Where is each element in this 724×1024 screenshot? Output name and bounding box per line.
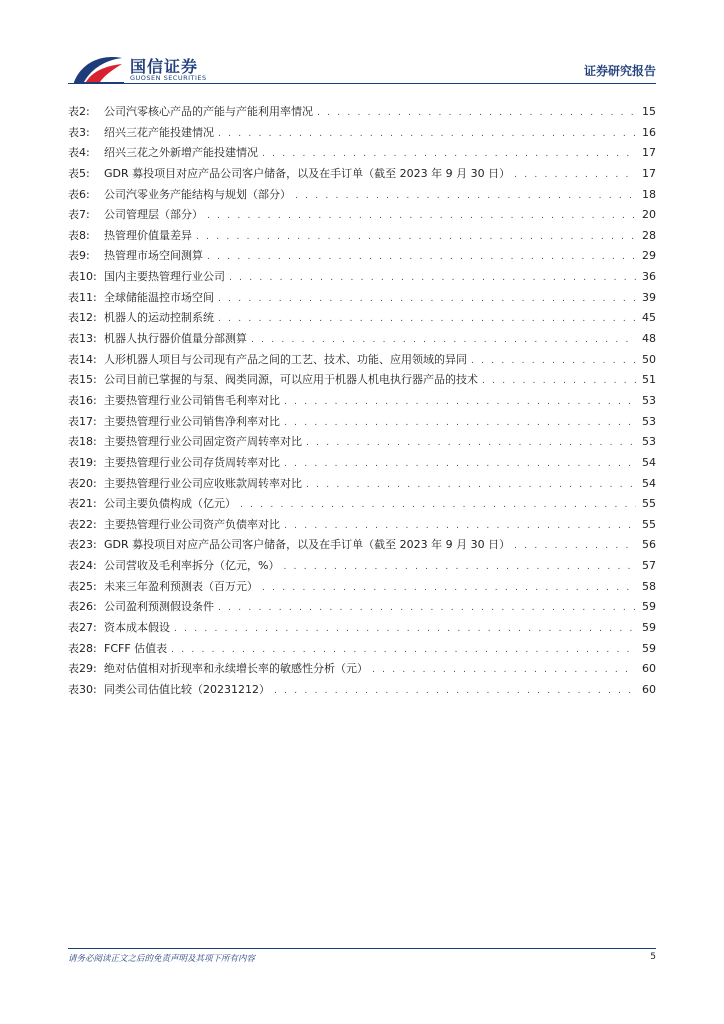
toc-entry-title: 主要热管理行业公司固定资产周转率对比 (104, 435, 302, 449)
toc-entry-page: 39 (642, 290, 656, 304)
toc-leader-dots (306, 475, 636, 496)
toc-entry-label: 表29: (68, 662, 97, 676)
toc-entry-title: 主要热管理行业公司销售毛利率对比 (104, 393, 280, 407)
toc-entry-label: 表4: (68, 146, 90, 160)
toc-entry-label: 表9: (68, 249, 90, 263)
toc-entry-label: 表6: (68, 187, 90, 201)
toc-leader-dots (295, 186, 636, 207)
toc-entry-label: 表2: (68, 105, 90, 118)
toc-entry-page: 55 (642, 517, 656, 531)
toc-entry-label: 表14: (68, 352, 97, 366)
toc-entry-title: 机器人的运动控制系统 (104, 311, 214, 325)
toc-entry-page: 53 (642, 393, 656, 407)
toc-entry-label: 表11: (68, 290, 97, 304)
toc-entry-label: 表20: (68, 476, 97, 490)
toc-entry-title: 绝对估值相对折现率和永续增长率的敏感性分析（元） (104, 662, 368, 676)
toc-leader-dots (218, 598, 636, 619)
toc-entry-label: 表17: (68, 414, 97, 428)
toc-entry-page: 50 (642, 352, 656, 366)
toc-leader-dots (284, 516, 636, 537)
toc-entry-label: 表24: (68, 559, 97, 573)
toc-entry-title: 绍兴三花产能投建情况 (104, 125, 214, 139)
toc-entry-label: 表3: (68, 125, 90, 139)
toc-entry-page: 58 (642, 579, 656, 593)
toc-leader-dots (274, 681, 636, 702)
toc-entry-title: 公司汽零核心产品的产能与产能利用率情况 (104, 105, 313, 118)
toc-entry[interactable] (68, 350, 656, 371)
toc-leader-dots (174, 619, 636, 640)
toc-entry[interactable] (68, 102, 656, 123)
toc-entry-page: 45 (642, 311, 656, 325)
toc-entry-label: 表23: (68, 538, 97, 552)
toc-entry-page: 20 (642, 208, 656, 222)
logo-english-name: GUOSEN SECURITIES (130, 74, 207, 82)
toc-entry-page: 15 (642, 105, 656, 118)
toc-leader-dots (207, 247, 636, 268)
toc-entry-label: 表25: (68, 579, 97, 593)
toc-entry[interactable] (68, 143, 656, 164)
toc-entry-label: 表16: (68, 393, 97, 407)
toc-entry[interactable] (68, 308, 656, 329)
toc-leader-dots (218, 124, 636, 145)
toc-entry-title: 全球储能温控市场空间 (104, 290, 214, 304)
toc-entry-title: 资本成本假设 (104, 621, 170, 635)
toc-entry-page: 48 (642, 332, 656, 346)
toc-entry-page: 57 (642, 559, 656, 573)
toc-leader-dots (262, 578, 636, 599)
company-logo (72, 52, 232, 86)
toc-entry[interactable] (68, 535, 656, 556)
logo-chinese-name: 国信证券 (130, 57, 199, 76)
toc-leader-dots (306, 433, 636, 454)
toc-entry-label: 表26: (68, 600, 97, 614)
toc-entry-title: 公司管理层（部分） (104, 208, 203, 222)
toc-entry[interactable] (68, 329, 656, 350)
toc-entry-page: 55 (642, 497, 656, 511)
toc-entry-label: 表7: (68, 208, 90, 222)
toc-leader-dots (229, 268, 636, 289)
toc-entry[interactable] (68, 639, 656, 660)
toc-entry[interactable] (68, 453, 656, 474)
toc-entry-title: 公司主要负债构成（亿元） (104, 497, 236, 511)
toc-entry[interactable] (68, 577, 656, 598)
toc-entry-label: 表10: (68, 270, 97, 284)
toc-leader-dots (372, 660, 636, 681)
toc-entry[interactable] (68, 123, 656, 144)
page-number: 5 (650, 952, 656, 962)
toc-entry-page: 17 (642, 146, 656, 160)
toc-leader-dots (207, 206, 636, 227)
toc-leader-dots (514, 536, 636, 557)
toc-entry[interactable] (68, 205, 656, 226)
toc-entry-label: 表13: (68, 332, 97, 346)
toc-entry-page: 18 (642, 187, 656, 201)
toc-entry[interactable] (68, 680, 656, 701)
toc-leader-dots (514, 165, 636, 186)
toc-entry[interactable] (68, 618, 656, 639)
toc-leader-dots (218, 289, 636, 310)
toc-entry-page: 59 (642, 600, 656, 614)
toc-entry-page: 60 (642, 682, 656, 696)
toc-entry-page: 53 (642, 435, 656, 449)
toc-entry-title: 机器人执行器价值量分部测算 (104, 332, 247, 346)
toc-entry-page: 60 (642, 662, 656, 676)
toc-entry-label: 表8: (68, 228, 90, 242)
toc-entry-label: 表21: (68, 497, 97, 511)
toc-entry-title: 主要热管理行业公司存货周转率对比 (104, 455, 280, 469)
toc-entry[interactable] (68, 246, 656, 267)
toc-entry-label: 表15: (68, 373, 97, 387)
toc-entry-label: 表5: (68, 166, 90, 180)
toc-entry[interactable] (68, 556, 656, 577)
footer-disclaimer: 请务必阅读正文之后的免责声明及其项下所有内容 (68, 954, 256, 964)
toc-entry-label: 表28: (68, 641, 97, 655)
toc-entry-title: 未来三年盈利预测表（百万元） (104, 579, 258, 593)
toc-entry-title: 人形机器人项目与公司现有产品之间的工艺、技术、功能、应用领域的异同 (104, 352, 467, 366)
toc-entry[interactable] (68, 494, 656, 515)
toc-entry-title: 主要热管理行业公司应收账款周转率对比 (104, 476, 302, 490)
toc-entry-label: 表27: (68, 621, 97, 635)
toc-entry-page: 29 (642, 249, 656, 263)
toc-entry-title: 公司盈利预测假设条件 (104, 600, 214, 614)
toc-entry-title: 公司营收及毛利率拆分（亿元，%） (104, 559, 280, 573)
toc-entry[interactable] (68, 432, 656, 453)
toc-entry[interactable] (68, 412, 656, 433)
toc-entry-label: 表12: (68, 311, 97, 325)
toc-entry-title: GDR 募投项目对应产品公司客户储备，以及在手订单（截至 2023 年 9 月 30 日） (104, 166, 511, 180)
toc-entry[interactable] (68, 474, 656, 495)
toc-entry-title: 主要热管理行业公司资产负债率对比 (104, 517, 280, 531)
toc-entry-title: 主要热管理行业公司销售净利率对比 (104, 414, 280, 428)
toc-leader-dots (317, 103, 636, 124)
toc-entry[interactable] (68, 391, 656, 412)
toc-entry-title: 公司目前已掌握的与泵、阀类同源，可以应用于机器人机电执行器产品的技术 (104, 373, 478, 387)
toc-entry-title: 热管理价值量差异 (104, 228, 192, 242)
toc-leader-dots (284, 413, 636, 434)
report-type-label: 证券研究报告 (583, 64, 656, 78)
header-divider (68, 83, 656, 84)
toc-entry-title: GDR 募投项目对应产品公司客户储备，以及在手订单（截至 2023 年 9 月 30 日） (104, 538, 511, 552)
table-of-contents (68, 102, 656, 701)
toc-entry-label: 表22: (68, 517, 97, 531)
toc-entry-page: 59 (642, 621, 656, 635)
toc-leader-dots (284, 392, 636, 413)
toc-entry[interactable] (68, 226, 656, 247)
toc-leader-dots (240, 495, 636, 516)
toc-leader-dots (284, 454, 636, 475)
guosen-logo-icon (72, 52, 126, 86)
toc-leader-dots (283, 557, 636, 578)
toc-entry-page: 53 (642, 414, 656, 428)
toc-leader-dots (251, 330, 636, 351)
toc-entry-label: 表18: (68, 435, 97, 449)
toc-entry-title: 热管理市场空间测算 (104, 249, 203, 263)
toc-entry-title: 同类公司估值比较（20231212） (104, 682, 270, 696)
toc-entry-page: 28 (642, 228, 656, 242)
toc-entry-title: 国内主要热管理行业公司 (104, 270, 225, 284)
toc-entry-title: 绍兴三花之外新增产能投建情况 (104, 146, 258, 160)
toc-entry[interactable] (68, 185, 656, 206)
toc-entry[interactable] (68, 370, 656, 391)
toc-entry[interactable] (68, 597, 656, 618)
toc-entry-label: 表19: (68, 455, 97, 469)
toc-entry-title: 公司汽零业务产能结构与规划（部分） (104, 187, 291, 201)
toc-leader-dots (171, 640, 636, 661)
toc-entry-page: 56 (642, 538, 656, 552)
toc-leader-dots (482, 371, 636, 392)
toc-entry-page: 54 (642, 476, 656, 490)
toc-entry[interactable] (68, 164, 656, 185)
toc-entry-title: FCFF 估值表 (104, 641, 168, 655)
toc-entry-label: 表30: (68, 682, 97, 696)
footer-divider (68, 948, 656, 949)
toc-entry-page: 59 (642, 641, 656, 655)
toc-entry-page: 51 (642, 373, 656, 387)
toc-entry[interactable] (68, 515, 656, 536)
toc-entry[interactable] (68, 659, 656, 680)
toc-leader-dots (196, 227, 636, 248)
toc-entry-page: 54 (642, 455, 656, 469)
toc-leader-dots (218, 309, 636, 330)
toc-leader-dots (471, 351, 636, 372)
toc-entry[interactable] (68, 267, 656, 288)
toc-entry[interactable] (68, 288, 656, 309)
toc-leader-dots (262, 144, 636, 165)
toc-entry-page: 16 (642, 125, 656, 139)
toc-entry-page: 17 (642, 166, 656, 180)
page-header (0, 0, 724, 90)
toc-entry-page: 36 (642, 270, 656, 284)
